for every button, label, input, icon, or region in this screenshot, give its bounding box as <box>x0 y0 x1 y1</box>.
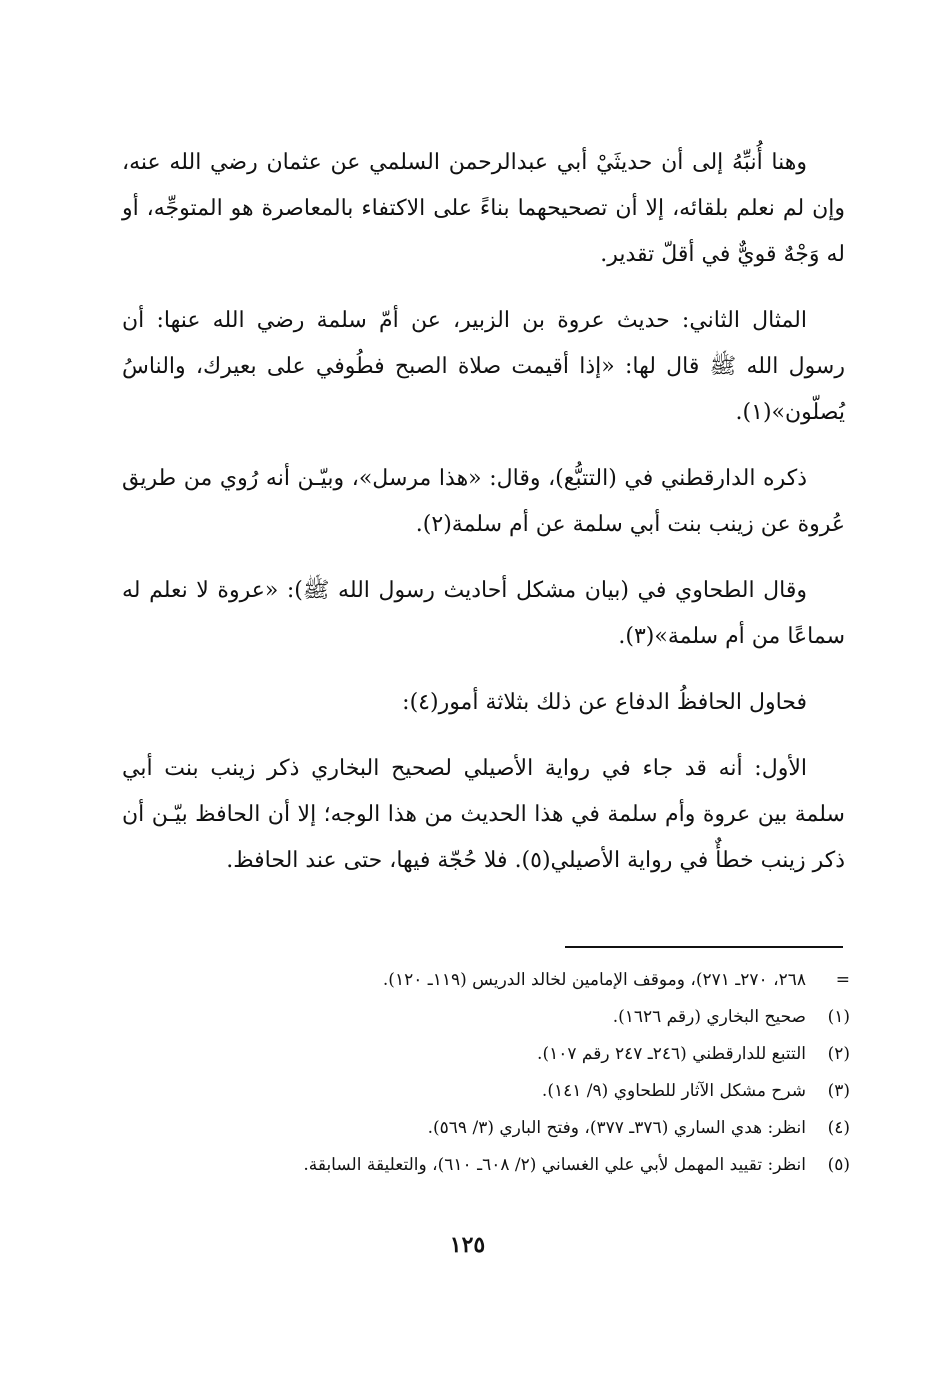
footnote-text: انظر: تقييد المهمل لأبي علي الغساني (٢/ ٦٠٨ـ ٦١٠)، والتعليقة السابقة. <box>303 1155 806 1175</box>
footnote-text: انظر: هدي الساري (٣٧٦ـ ٣٧٧)، وفتح الباري (٣/ ٥٦٩). <box>427 1118 806 1138</box>
footnote-marker: (٢) <box>827 1044 850 1064</box>
paragraph-hafiz-defense: فحاول الحافظُ الدفاع عن ذلك بثلاثة أمور(٤): <box>402 690 807 715</box>
footnote-marker: (١) <box>827 1007 850 1027</box>
footnote-5 <box>160 1147 850 1184</box>
footnote-3 <box>160 1073 850 1110</box>
page-number: ١٢٥ <box>449 1232 486 1258</box>
footnote-text: التتبع للدارقطني (٢٤٦ـ ٢٤٧ رقم ١٠٧). <box>537 1044 806 1064</box>
footnote-text: شرح مشكل الآثار للطحاوي (٩/ ١٤١). <box>541 1081 806 1101</box>
footnote-text: ٢٦٨، ٢٧٠ـ ٢٧١)، وموقف الإمامين لخالد الدريس (١١٩ـ ١٢٠). <box>382 970 806 990</box>
paragraph-first-point: الأول: أنه قد جاء في رواية الأصيلي لصحيح البخاري ذكر زينب بنت أبي سلمة بين عروة وأم سلمة في هذا الحديث من هذا الوجه؛ إلا أن الحافظ بيّـن أن ذكر زينب خطأٌ في رواية الأصيلي(٥). فلا حُجّة فيها، حتى عند الحافظ. <box>122 756 845 873</box>
footnote-marker: = <box>835 970 850 990</box>
footnote-marker: (٥) <box>827 1155 850 1175</box>
footnotes <box>160 962 850 1184</box>
footnote-text: صحيح البخاري (رقم ١٦٢٦). <box>612 1007 806 1027</box>
paragraph-note-on-abu-abdulrahman: وهنا أُنبِّهُ إلى أن حديثَيْ أبي عبدالرحمن السلمي عن عثمان رضي الله عنه، وإن لم نعلم بلقائه، إلا أن تصحيحهما بناءً على الاكتفاء بالمعاصرة هو المتوجِّه، أو له وَجْهٌ قويٌّ في أقلّ تقدير. <box>122 150 845 267</box>
paragraph-tahawi: وقال الطحاوي في (بيان مشكل أحاديث رسول الله ﷺ): «عروة لا نعلم له سماعًا من أم سلمة»(٣). <box>122 578 845 649</box>
footnote-continuation <box>160 962 850 999</box>
footnote-marker: (٣) <box>827 1081 850 1101</box>
footnote-1 <box>160 999 850 1036</box>
paragraph-second-example: المثال الثاني: حديث عروة بن الزبير، عن أمّ سلمة رضي الله عنها: أن رسول الله ﷺ قال لها: «إذا أقيمت صلاة الصبح فطُوفي على بعيرك، والناسُ يُصلّون»(١). <box>122 308 845 425</box>
footnote-separator <box>565 946 843 948</box>
paragraph-daraqutni: ذكره الدارقطني في (التتبُّع)، وقال: «هذا مرسل»، وبيّـن أنه رُوي من طريق عُروة عن زينب بنت أبي سلمة عن أم سلمة(٢). <box>122 466 845 537</box>
footnote-2 <box>160 1036 850 1073</box>
footnote-marker: (٤) <box>827 1118 850 1138</box>
main-text <box>122 140 845 904</box>
footnote-4 <box>160 1110 850 1147</box>
